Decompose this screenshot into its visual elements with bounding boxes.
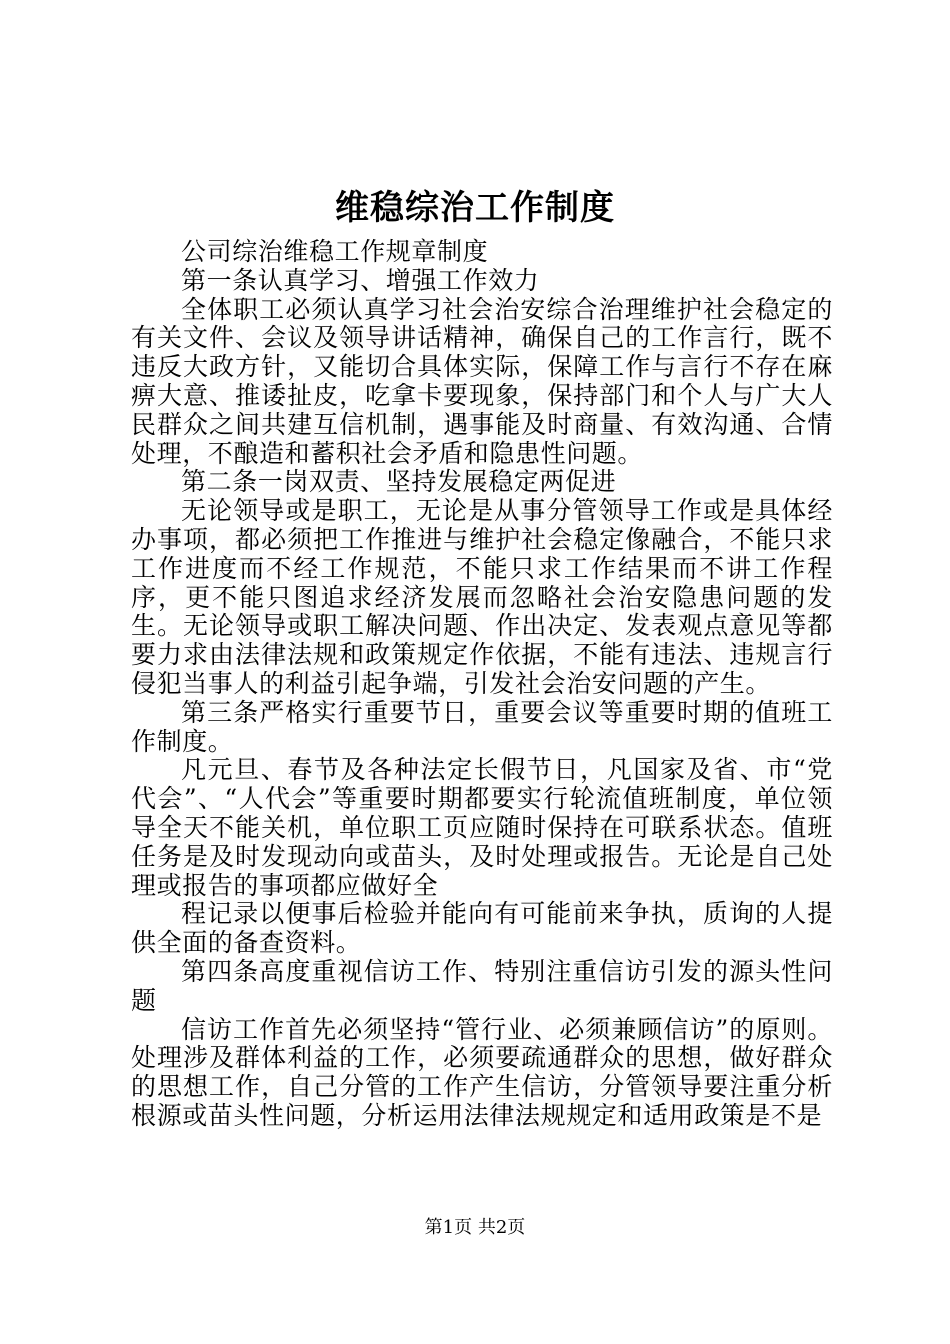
document-body bbox=[131, 238, 833, 1131]
paragraph-article-2-body: 无论领导或是职工，无论是从事分管领导工作或是具体经办事项，都必须把工作推进与维护社会稳定像融合，不能只求工作进度而不经工作规范，不能只求工作结果而不讲工作程序，更不能只图追求经济发展而忽略社会治安隐患问题的发生。无论领导或职工解决问题、作出决定、发表观点意见等都要力求由法律法规和政策规定作依据，不能有违法、违规言行侵犯当事人的利益引起争端，引发社会治安问题的产生。 bbox=[131, 496, 833, 698]
page-title: 维稳综治工作制度 bbox=[335, 188, 615, 228]
paragraph-article-3-body: 凡元旦、春节及各种法定长假节日，凡国家及省、市“党代会”、“人代会”等重要时期都要实行轮流值班制度，单位领导全天不能关机，单位职工页应随时保持在可联系状态。值班任务是及时发现动向或苗头，及时处理或报告。无论是自己处理或报告的事项都应做好全 bbox=[131, 755, 833, 900]
page-footer: 第1页 共2页 bbox=[424, 1217, 526, 1238]
paragraph-article-4-body: 信访工作首先必须坚持“管行业、必须兼顾信访”的原则。处理涉及群体利益的工作，必须要疏通群众的思想，做好群众的思想工作，自己分管的工作产生信访，分管领导要注重分析根源或苗头性问题，分析运用法律法规规定和适用政策是不是 bbox=[131, 1014, 833, 1130]
paragraph-article-3-body-cont: 程记录以便事后检验并能向有可能前来争执，质询的人提供全面的备查资料。 bbox=[131, 899, 833, 958]
paragraph-article-2-heading: 第二条一岗双责、坚持发展稳定两促进 bbox=[181, 467, 617, 497]
paragraph-article-1-heading: 第一条认真学习、增强工作效力 bbox=[181, 265, 540, 295]
paragraph-subtitle: 公司综治维稳工作规章制度 bbox=[181, 237, 489, 266]
paragraph-article-4-heading: 第四条高度重视信访工作、特别注重信访引发的源头性问题 bbox=[131, 956, 833, 1015]
paragraph-article-3-heading: 第三条严格实行重要节日，重要会议等重要时期的值班工作制度。 bbox=[131, 697, 833, 756]
paragraph-article-1-body: 全体职工必须认真学习社会治安综合治理维护社会稳定的有关文件、会议及领导讲话精神，确保自己的工作言行，既不违反大政方针，又能切合具体实际，保障工作与言行不存在麻痹大意、推诿扯皮，吃拿卡要现象，保持部门和个人与广大人民群众之间共建互信机制，遇事能及时商量、有效沟通、合情处理，不酿造和蓄积社会矛盾和隐患性问题。 bbox=[131, 294, 833, 468]
